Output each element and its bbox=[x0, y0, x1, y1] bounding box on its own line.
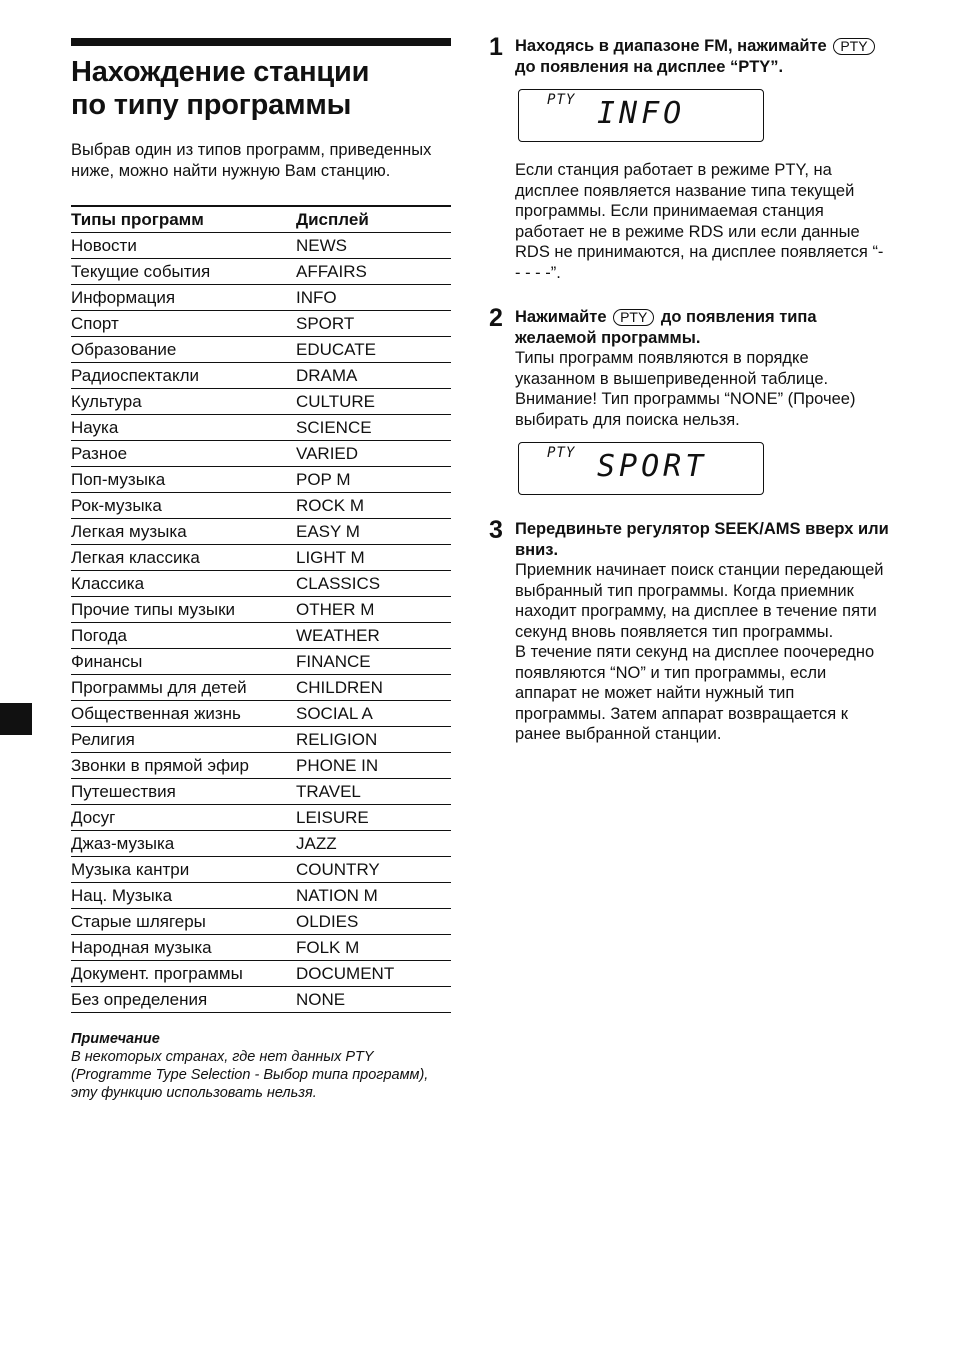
display-code-cell: FINANCE bbox=[296, 649, 451, 675]
table-row bbox=[71, 233, 451, 259]
display-code-cell: SCIENCE bbox=[296, 415, 451, 441]
table-row bbox=[71, 623, 451, 649]
step-body: Приемник начинает поиск станции передающей выбранный тип программы. Когда приемник находит программу, на дисплее в течение пяти секунд вновь появляется тип программы. bbox=[515, 561, 884, 641]
program-type-cell: Джаз-музыка bbox=[71, 831, 296, 857]
program-type-cell: Рок-музыка bbox=[71, 493, 296, 519]
title-line-2: по типу программы bbox=[71, 89, 352, 121]
lcd-text: INFO bbox=[597, 96, 686, 131]
display-code-cell: EDUCATE bbox=[296, 337, 451, 363]
step-body: Если станция работает в режиме PTY, на дисплее появляется название типа текущей программы. Если принимаемая станция работает не в режиме RDS или если данные RDS не принимаются, на дисплее появляется “- - - - -”. bbox=[515, 161, 884, 282]
program-type-cell: Прочие типы музыки bbox=[71, 597, 296, 623]
table-row bbox=[71, 571, 451, 597]
title-rule bbox=[71, 38, 451, 46]
table-row bbox=[71, 831, 451, 857]
program-type-cell: Путешествия bbox=[71, 779, 296, 805]
display-code-cell: INFO bbox=[296, 285, 451, 311]
display-code-cell: COUNTRY bbox=[296, 857, 451, 883]
table-row bbox=[71, 909, 451, 935]
table-row bbox=[71, 753, 451, 779]
display-code-cell: ROCK M bbox=[296, 493, 451, 519]
table-row bbox=[71, 285, 451, 311]
display-code-cell: FOLK M bbox=[296, 935, 451, 961]
display-code-cell: OLDIES bbox=[296, 909, 451, 935]
program-type-cell: Информация bbox=[71, 285, 296, 311]
pty-button-icon: PTY bbox=[613, 309, 654, 326]
program-type-cell: Новости bbox=[71, 233, 296, 259]
step-heading-text: Находясь в диапазоне FM, нажимайте bbox=[515, 37, 827, 55]
program-type-cell: Спорт bbox=[71, 311, 296, 337]
program-type-cell: Программы для детей bbox=[71, 675, 296, 701]
lcd-text: SPORT bbox=[597, 449, 708, 484]
right-column bbox=[489, 33, 889, 745]
display-code-cell: LIGHT M bbox=[296, 545, 451, 571]
table-row bbox=[71, 961, 451, 987]
display-code-cell: POP M bbox=[296, 467, 451, 493]
step-heading-text: до появления на дисплее “PTY”. bbox=[515, 57, 784, 76]
display-code-cell: CULTURE bbox=[296, 389, 451, 415]
table-row bbox=[71, 415, 451, 441]
lcd-label: PTY bbox=[547, 92, 576, 108]
display-code-cell: TRAVEL bbox=[296, 779, 451, 805]
table-row bbox=[71, 545, 451, 571]
program-type-cell: Легкая музыка bbox=[71, 519, 296, 545]
lcd-display-info bbox=[518, 89, 764, 142]
program-type-cell: Поп-музыка bbox=[71, 467, 296, 493]
table-row bbox=[71, 727, 451, 753]
step-heading bbox=[515, 307, 889, 348]
lcd-label: PTY bbox=[547, 445, 576, 461]
display-code-cell: JAZZ bbox=[296, 831, 451, 857]
table-row bbox=[71, 311, 451, 337]
program-type-cell: Финансы bbox=[71, 649, 296, 675]
program-type-cell: Текущие события bbox=[71, 259, 296, 285]
step-heading: Передвиньте регулятор SEEK/AMS вверх или вниз. bbox=[515, 520, 889, 559]
program-type-table bbox=[71, 205, 451, 1013]
table-header-row bbox=[71, 206, 451, 233]
program-type-cell: Досуг bbox=[71, 805, 296, 831]
step-body: В течение пяти секунд на дисплее поочередно появляются “NO” и тип программы, если аппарат не может найти нужный тип программы. Затем аппарат возвращается к ранее выбранной станции. bbox=[515, 643, 875, 743]
table-row bbox=[71, 363, 451, 389]
program-type-cell: Народная музыка bbox=[71, 935, 296, 961]
step-number: 2 bbox=[489, 304, 503, 332]
table-row bbox=[71, 675, 451, 701]
program-type-cell: Религия bbox=[71, 727, 296, 753]
step-number: 3 bbox=[489, 516, 503, 544]
step-number: 1 bbox=[489, 33, 503, 61]
note-heading: Примечание bbox=[71, 1031, 160, 1047]
column-header-display: Дисплей bbox=[296, 206, 451, 233]
lcd-display-sport bbox=[518, 442, 764, 495]
program-type-cell: Классика bbox=[71, 571, 296, 597]
table-row bbox=[71, 857, 451, 883]
display-code-cell: NONE bbox=[296, 987, 451, 1013]
program-type-cell: Общественная жизнь bbox=[71, 701, 296, 727]
step-body: Типы программ появляются в порядке указанном в вышеприведенной таблице. Внимание! Тип программы “NONE” (Прочее) выбирать для поиска нельзя. bbox=[515, 349, 856, 429]
title-line-1: Нахождение станции bbox=[71, 56, 370, 88]
program-type-cell: Звонки в прямой эфир bbox=[71, 753, 296, 779]
display-code-cell: CLASSICS bbox=[296, 571, 451, 597]
table-row bbox=[71, 389, 451, 415]
program-type-cell: Музыка кантри bbox=[71, 857, 296, 883]
left-column bbox=[71, 38, 451, 1102]
display-code-cell: RELIGION bbox=[296, 727, 451, 753]
table-row bbox=[71, 883, 451, 909]
display-code-cell: DOCUMENT bbox=[296, 961, 451, 987]
table-row bbox=[71, 493, 451, 519]
program-type-cell: Культура bbox=[71, 389, 296, 415]
program-type-cell: Погода bbox=[71, 623, 296, 649]
program-type-cell: Нац. Музыка bbox=[71, 883, 296, 909]
display-code-cell: WEATHER bbox=[296, 623, 451, 649]
table-row bbox=[71, 259, 451, 285]
display-code-cell: SPORT bbox=[296, 311, 451, 337]
program-type-cell: Старые шлягеры bbox=[71, 909, 296, 935]
page-title bbox=[71, 56, 451, 122]
program-type-cell: Радиоспектакли bbox=[71, 363, 296, 389]
table-row bbox=[71, 779, 451, 805]
step-heading-text: Нажимайте bbox=[515, 308, 607, 326]
note-text: В некоторых странах, где нет данных PTY (Programme Type Selection - Выбор типа программ), эту функцию использовать нельзя. bbox=[71, 1049, 429, 1101]
display-code-cell: SOCIAL A bbox=[296, 701, 451, 727]
table-row bbox=[71, 441, 451, 467]
display-code-cell: CHILDREN bbox=[296, 675, 451, 701]
table-row bbox=[71, 649, 451, 675]
step-3 bbox=[489, 516, 889, 745]
table-row bbox=[71, 987, 451, 1013]
program-type-cell: Наука bbox=[71, 415, 296, 441]
display-code-cell: OTHER M bbox=[296, 597, 451, 623]
program-type-cell: Образование bbox=[71, 337, 296, 363]
table-row bbox=[71, 519, 451, 545]
table-body bbox=[71, 233, 451, 1013]
display-code-cell: DRAMA bbox=[296, 363, 451, 389]
display-code-cell: NEWS bbox=[296, 233, 451, 259]
program-type-cell: Разное bbox=[71, 441, 296, 467]
display-code-cell: VARIED bbox=[296, 441, 451, 467]
display-code-cell: LEISURE bbox=[296, 805, 451, 831]
section-tab-marker bbox=[0, 703, 32, 735]
display-code-cell: PHONE IN bbox=[296, 753, 451, 779]
table-row bbox=[71, 935, 451, 961]
display-code-cell: NATION M bbox=[296, 883, 451, 909]
column-header-type: Типы программ bbox=[71, 206, 296, 233]
table-row bbox=[71, 805, 451, 831]
step-2 bbox=[489, 304, 889, 495]
table-row bbox=[71, 597, 451, 623]
step-heading-text: до появления типа желаемой программы. bbox=[515, 308, 817, 347]
program-type-cell: Без определения bbox=[71, 987, 296, 1013]
step-1 bbox=[489, 33, 889, 283]
table-row bbox=[71, 701, 451, 727]
step-heading bbox=[515, 36, 889, 77]
program-type-cell: Документ. программы bbox=[71, 961, 296, 987]
display-code-cell: EASY M bbox=[296, 519, 451, 545]
table-row bbox=[71, 467, 451, 493]
pty-button-icon: PTY bbox=[833, 38, 874, 55]
display-code-cell: AFFAIRS bbox=[296, 259, 451, 285]
intro-paragraph: Выбрав один из типов программ, приведенных ниже, можно найти нужную Вам станцию. bbox=[71, 141, 432, 180]
table-row bbox=[71, 337, 451, 363]
program-type-cell: Легкая классика bbox=[71, 545, 296, 571]
